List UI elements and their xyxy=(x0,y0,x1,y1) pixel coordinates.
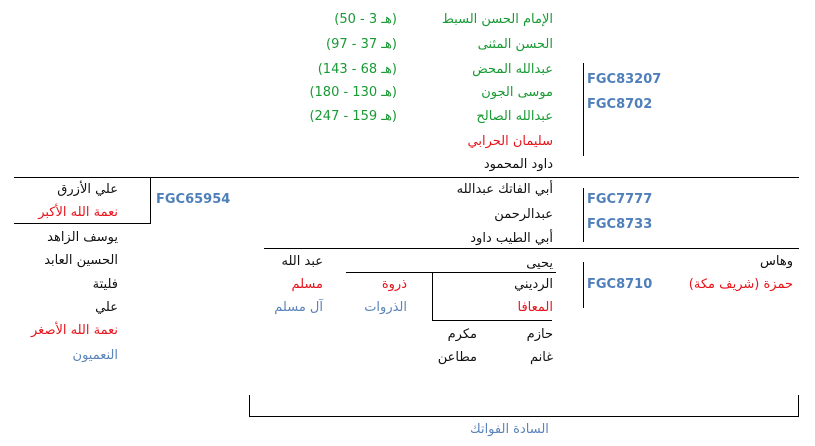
dhirwa-name: ذروة xyxy=(381,277,407,292)
left-branch-item: علي xyxy=(95,300,118,315)
lineage-name-4: موسى الجون xyxy=(481,85,553,100)
left-branch-item: يوسف الزاهد xyxy=(47,230,118,245)
branch-line-2 xyxy=(264,248,799,249)
left-branch-item: علي الأزرق xyxy=(57,182,118,197)
footer-bracket-base xyxy=(249,416,799,417)
lineage-name-5: عبدالله الصالح xyxy=(476,109,553,124)
yahya-underline xyxy=(346,272,556,273)
bottom-divider xyxy=(583,262,584,308)
haplo-code-top-1: FGC83207 xyxy=(587,72,662,87)
lineage-dates-5: (247 - 159 هـ) xyxy=(309,109,397,124)
yahya-name: يحيى xyxy=(526,256,553,271)
left-branch-item: النعميون xyxy=(72,348,118,363)
lineage-name-2: الحسن المثنى xyxy=(477,37,553,52)
sulayman-name: سليمان الحرابي xyxy=(467,134,553,149)
abu-al-tayyib-name: أبي الطيب داود xyxy=(470,231,553,246)
hazim-name: حازم xyxy=(526,327,553,342)
top-divider xyxy=(583,63,584,156)
branch-line-1 xyxy=(14,177,799,178)
left-branch-item: الحسين العابد xyxy=(44,253,118,268)
muafa-underline xyxy=(432,320,552,321)
lineage-dates-3: (143 - 68 هـ) xyxy=(317,62,397,77)
al-muslim-name: آل مسلم xyxy=(274,300,323,315)
wahhas-name: وهاس xyxy=(760,254,793,269)
left-branch-underline xyxy=(14,223,151,224)
haplo-code-bottom: FGC8710 xyxy=(587,277,653,292)
footer-bracket-right xyxy=(798,395,799,416)
ghanim-name: غانم xyxy=(529,350,553,365)
mid-divider xyxy=(583,188,584,242)
abu-al-fatik-name: أبي الفاتك عبدالله xyxy=(456,182,553,197)
haplo-code-mid-2: FGC8733 xyxy=(587,217,653,232)
lineage-dates-1: (50 - 3 هـ) xyxy=(334,12,397,27)
lineage-name-3: عبدالله المحض xyxy=(472,62,553,77)
lineage-dates-2: (97 - 37 هـ) xyxy=(326,37,397,52)
left-branch-item: فليتة xyxy=(92,277,118,292)
radiyi-name: الرديني xyxy=(514,277,553,292)
muslim-name: مسلم xyxy=(291,277,323,292)
muafa-name: المعافا xyxy=(517,300,553,315)
hamza-name: حمزة (شريف مكة) xyxy=(688,277,793,292)
lineage-dates-4: (180 - 130 هـ) xyxy=(309,85,397,100)
haplo-code-top-2: FGC8702 xyxy=(587,97,653,112)
left-branch-item: نعمة الله الأصغر xyxy=(31,323,118,338)
left-branch-divider xyxy=(150,177,151,223)
haplo-code-left: FGC65954 xyxy=(156,192,231,207)
abdulrahman-name: عبدالرحمن xyxy=(494,207,553,222)
yahya-subdivider xyxy=(432,272,433,320)
mutain-name: مطاعن xyxy=(437,350,477,365)
lineage-name-1: الإمام الحسن السبط xyxy=(441,12,553,27)
haplo-code-mid-1: FGC7777 xyxy=(587,192,653,207)
left-branch-item: نعمة الله الأكبر xyxy=(38,205,118,220)
dhirwat-name: الذروات xyxy=(364,300,407,315)
abdullah-name: عبد الله xyxy=(281,254,323,269)
footer-bracket-left xyxy=(249,395,250,416)
footer-label: السادة الفواتك xyxy=(470,422,549,437)
dawud-name: داود المحمود xyxy=(483,157,553,172)
mukarram-name: مكرم xyxy=(447,327,477,342)
